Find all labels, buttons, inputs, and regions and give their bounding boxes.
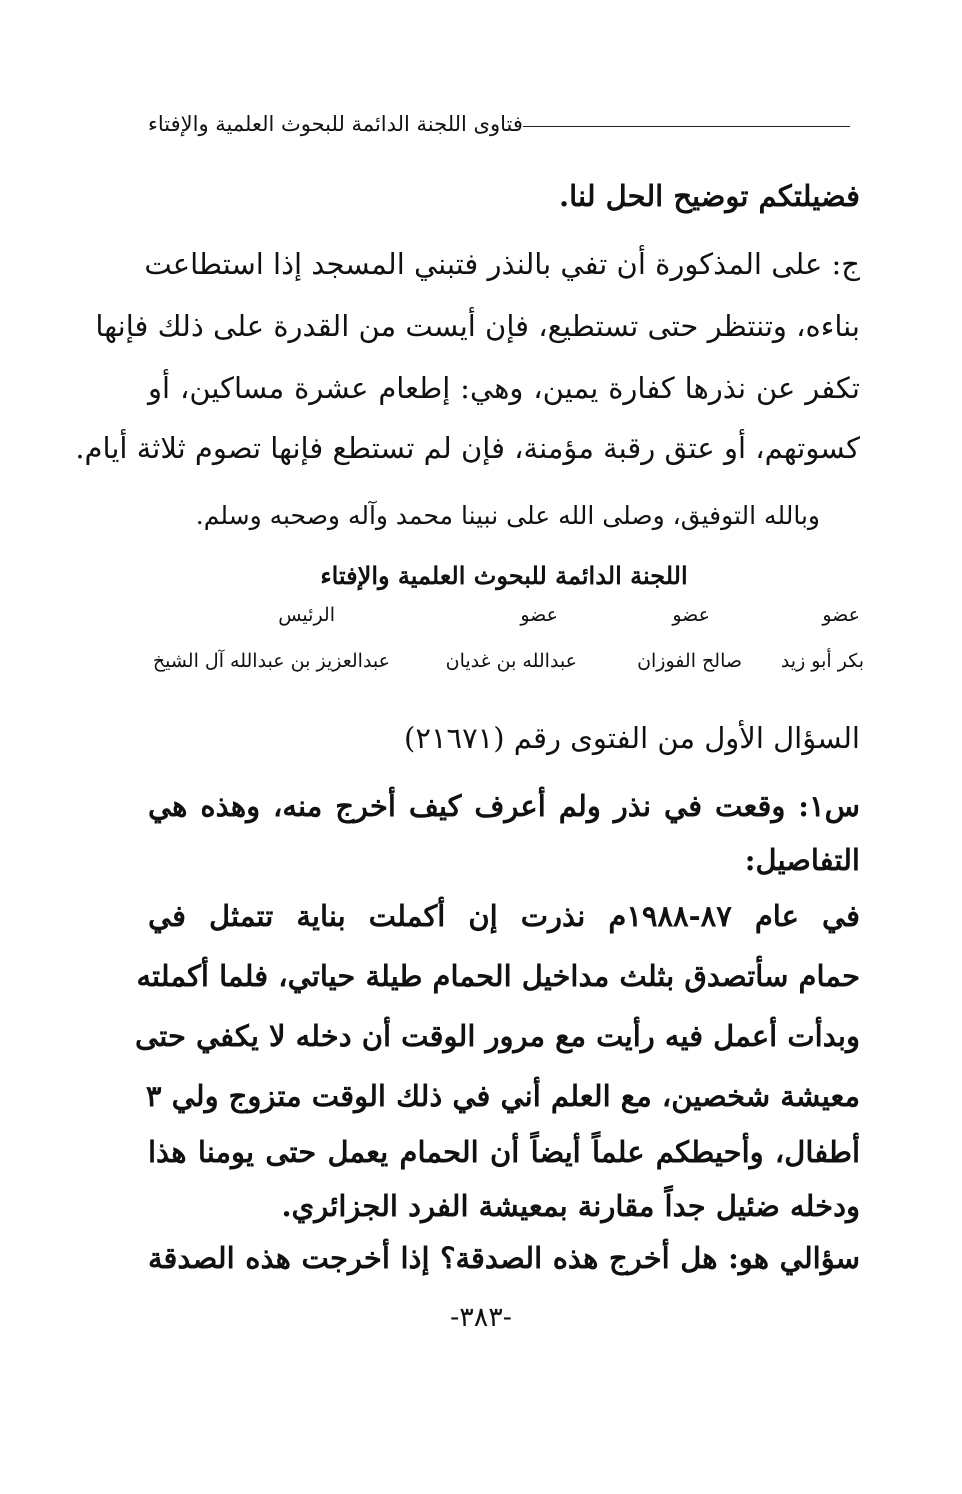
intro-line: فضيلتكم توضيح الحل لنا. bbox=[559, 179, 860, 213]
signatory-name: صالح الفوزان bbox=[637, 650, 742, 672]
question-line: في عام ٨٧-١٩٨٨م نذرت إن أكملت بناية تتمثل في bbox=[148, 899, 860, 933]
signatory-names-row bbox=[148, 650, 864, 678]
signatory-name: عبدالله بن غديان bbox=[445, 650, 577, 672]
signatory-role: عضو bbox=[520, 604, 558, 626]
signatory-role: عضو bbox=[672, 604, 710, 626]
closing-line: وبالله التوفيق، وصلى الله على نبينا محمد وآله وصحبه وسلم. bbox=[195, 501, 820, 530]
signatory-role: عضو bbox=[822, 604, 860, 626]
page-number: -٣٨٣- bbox=[450, 1302, 512, 1333]
committee-title: اللجنة الدائمة للبحوث العلمية والإفتاء bbox=[320, 561, 688, 590]
signatory-role: الرئيس bbox=[278, 604, 335, 626]
signatory-roles-row bbox=[148, 604, 860, 632]
signatory-name: بكر أبو زيد bbox=[780, 650, 864, 672]
answer-line-4: كسوتهم، أو عتق رقبة مؤمنة، فإن لم تستطع فإنها تصوم ثلاثة أيام. bbox=[75, 431, 860, 465]
fatwa-heading: السؤال الأول من الفتوى رقم (٢١٦٧١) bbox=[404, 721, 860, 755]
signatory-name: عبدالعزيز بن عبدالله آل الشيخ bbox=[152, 650, 390, 672]
running-title: فتاوى اللجنة الدائمة للبحوث العلمية والإفتاء bbox=[148, 112, 523, 136]
question-line: حمام سأتصدق بثلث مداخيل الحمام طيلة حياتي، فلما أكملته bbox=[136, 959, 860, 993]
question-line: س١: وقعت في نذر ولم أعرف كيف أخرج منه، وهذه هي bbox=[148, 789, 860, 823]
answer-line-1: ج: على المذكورة أن تفي بالنذر فتبني المسجد إذا استطاعت bbox=[144, 247, 860, 281]
question-line: وبدأت أعمل فيه رأيت مع مرور الوقت أن دخله لا يكفي حتى bbox=[135, 1019, 860, 1053]
question-line: أطفال، وأحيطكم علماً أيضاً أن الحمام يعمل حتى يومنا هذا bbox=[148, 1135, 860, 1169]
question-line: التفاصيل: bbox=[744, 843, 860, 877]
question-line: معيشة شخصين، مع العلم أني في ذلك الوقت متزوج ولي ٣ bbox=[145, 1079, 860, 1113]
question-line: سؤالي هو: هل أخرج هذه الصدقة؟ إذا أخرجت هذه الصدقة bbox=[148, 1241, 860, 1275]
running-header bbox=[148, 112, 860, 136]
answer-line-2: بناءه، وتنتظر حتى تستطيع، فإن أيست من القدرة على ذلك فإنها bbox=[95, 309, 860, 343]
header-rule bbox=[523, 126, 850, 127]
question-line: ودخله ضئيل جداً مقارنة بمعيشة الفرد الجزائري. bbox=[281, 1189, 860, 1223]
answer-line-3: تكفر عن نذرها كفارة يمين، وهي: إطعام عشرة مساكين، أو bbox=[148, 371, 860, 405]
